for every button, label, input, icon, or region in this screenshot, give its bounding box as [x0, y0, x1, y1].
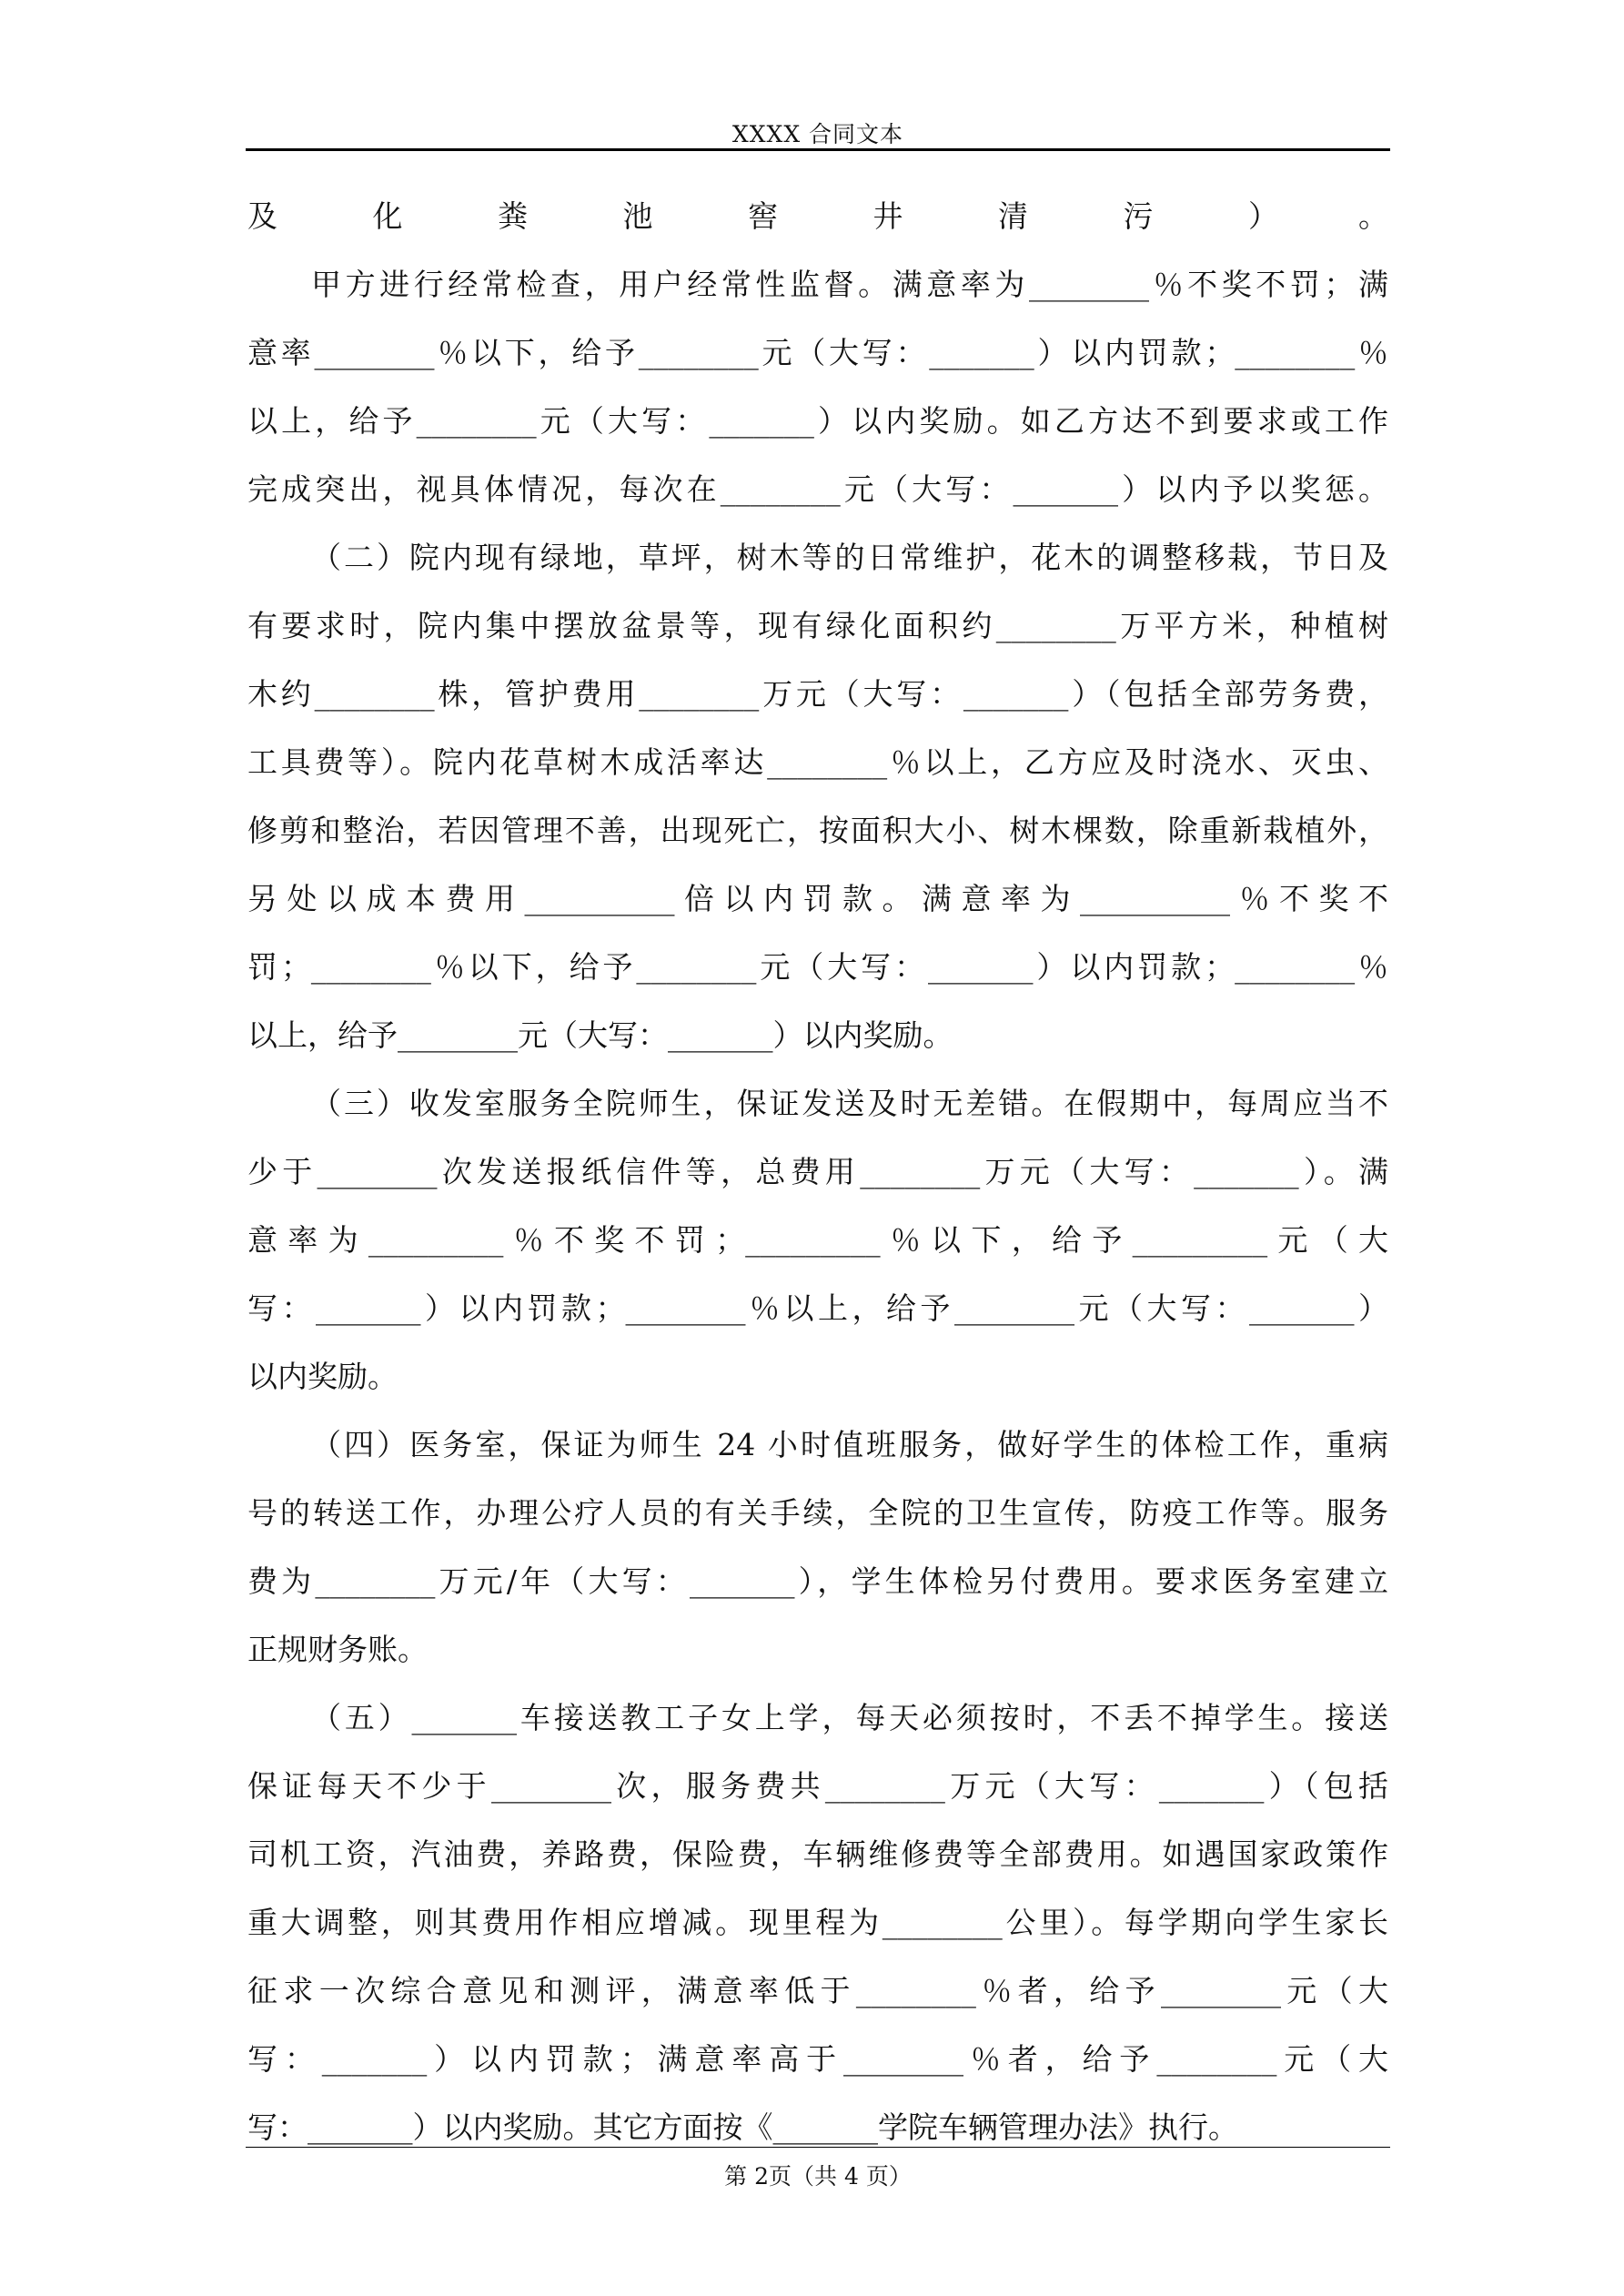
footer-divider: [246, 2147, 1390, 2148]
text-line: （四）医务室，保证为师生 24 小时值班服务，做好学生的体检工作，重病: [311, 1427, 1388, 1462]
text-line: 意率________％以下，给予________元（大写：_______）以内罚款；________％: [247, 335, 1388, 370]
text-line: 司机工资，汽油费，养路费，保险费，车辆维修费等全部费用。如遇国家政策作: [247, 1836, 1388, 1872]
text-line: 以上，给予________元（大写：_______）以内奖励。如乙方达不到要求或工作: [247, 403, 1388, 439]
page-header-title: XXXX 合同文本: [731, 121, 904, 147]
text-line: 甲方进行经常检查，用户经常性监督。满意率为________％不奖不罚；满: [311, 267, 1388, 302]
text-line: 工具费等）。院内花草树木成活率达________％以上，乙方应及时浇水、灭虫、: [247, 744, 1388, 780]
text-line: 保证每天不少于________次，服务费共________万元（大写：_______）（包括: [247, 1768, 1388, 1804]
text-line: （五）_______车接送教工子女上学，每天必须按时，不丢不掉学生。接送: [311, 1700, 1388, 1735]
text-line: 以内奖励。: [247, 1359, 398, 1394]
page-number: 第 2页（共 4 页）: [724, 2163, 912, 2190]
text-line: 征求一次综合意见和测评，满意率低于________％者，给予________元（大: [247, 1973, 1388, 2008]
text-line: 修剪和整治，若因管理不善，出现死亡，按面积大小、树木棵数，除重新栽植外，: [247, 813, 1388, 848]
text-line: 另处以成本费用__________倍以内罚款。满意率为__________％不奖不: [247, 881, 1388, 916]
text-line: 意率为_________％不奖不罚；_________％以下，给予_________元（大: [247, 1222, 1388, 1258]
text-line: 写：_______）以内罚款；________％以上，给予________元（大写：_______）: [247, 1290, 1388, 1326]
text-line: 木约________株，管护费用________万元（大写：_______）（包括全部劳务费，: [247, 676, 1388, 712]
text-line: 有要求时，院内集中摆放盆景等，现有绿化面积约________万平方米，种植树: [247, 608, 1388, 643]
text-line: 重大调整，则其费用作相应增减。现里程为________公里）。每学期向学生家长: [247, 1905, 1388, 1940]
header-divider: [246, 148, 1390, 151]
text-line: 正规财务账。: [247, 1632, 428, 1667]
text-line: 费为________万元/年（大写：_______），学生体检另付费用。要求医务室建立: [247, 1563, 1388, 1599]
text-line: 号的转送工作，办理公疗人员的有关手续，全院的卫生宣传，防疫工作等。服务: [247, 1495, 1388, 1531]
text-line: 及化粪池窖井清污）。: [247, 198, 1388, 234]
text-line: （二）院内现有绿地，草坪，树木等的日常维护，花木的调整移栽，节日及: [311, 540, 1388, 575]
text-line: 罚；________％以下，给予________元（大写：_______）以内罚款；________％: [247, 949, 1388, 985]
text-line: 少于________次发送报纸信件等，总费用________万元（大写：_______）。满: [247, 1154, 1388, 1189]
text-line: （三）收发室服务全院师生，保证发送及时无差错。在假期中，每周应当不: [311, 1086, 1388, 1121]
text-line: 完成突出，视具体情况，每次在________元（大写：_______）以内予以奖惩。: [247, 471, 1388, 507]
text-line: 写：_______）以内奖励。其它方面按《_______学院车辆管理办法》执行。: [247, 2109, 1238, 2145]
text-line: 以上，给予________元（大写：_______）以内奖励。: [247, 1017, 953, 1053]
text-line: 写：_______）以内罚款；满意率高于________％者，给予________元（大: [247, 2041, 1388, 2077]
